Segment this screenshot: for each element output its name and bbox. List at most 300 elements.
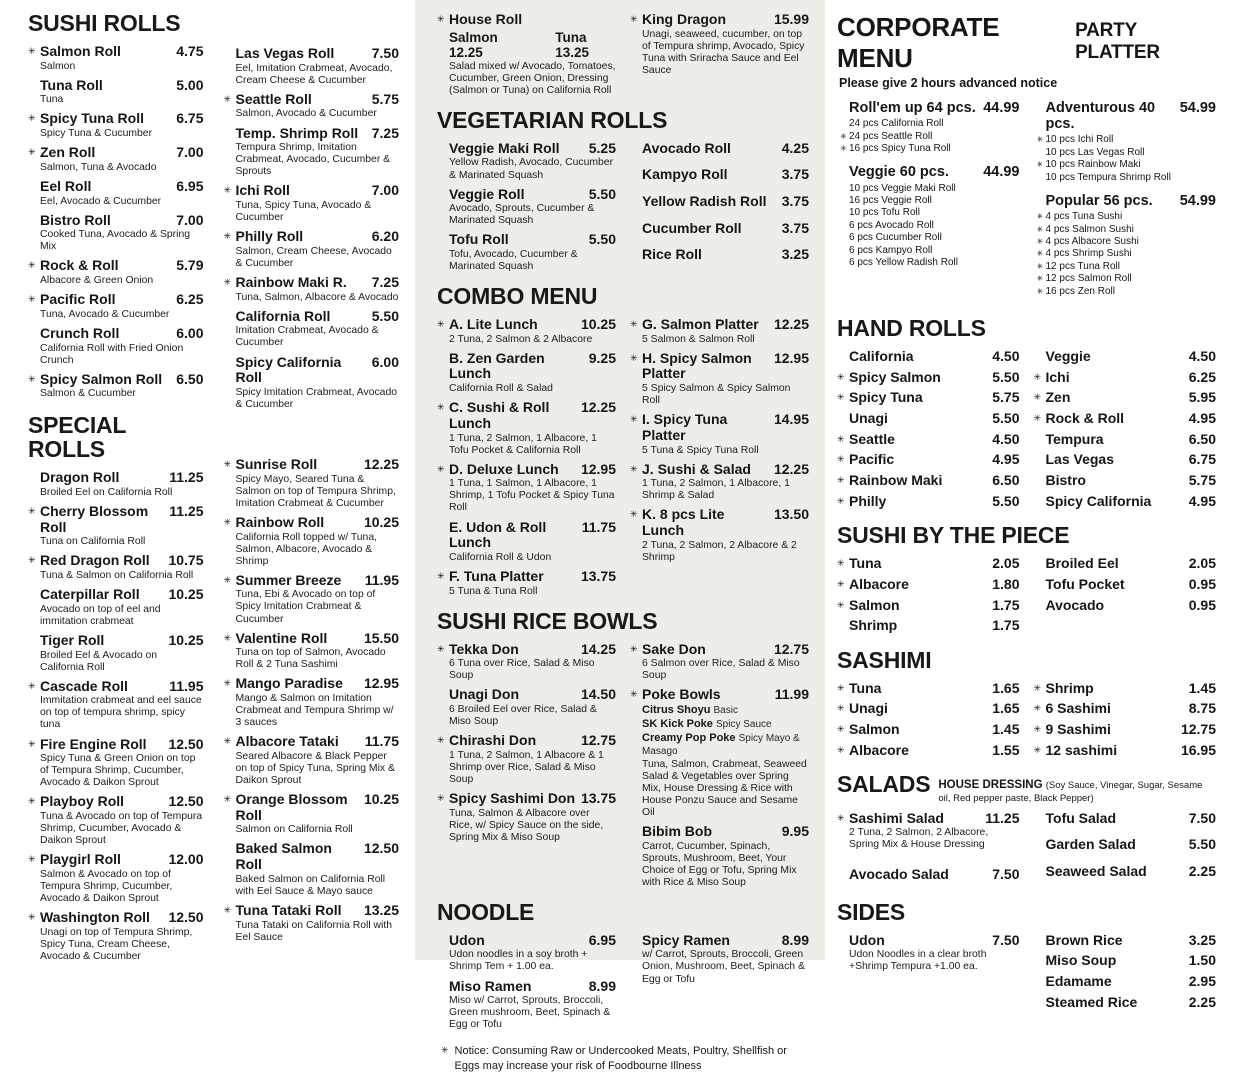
- item-name: Sake Don: [642, 640, 706, 657]
- item-price: 12.25: [580, 399, 616, 416]
- menu-item-row: [837, 451, 1020, 468]
- item-price: 10.25: [363, 513, 399, 530]
- column-left: [437, 317, 616, 603]
- item-price: 5.50: [588, 185, 616, 202]
- menu-item-row: [849, 164, 1020, 180]
- menu-item-row: [223, 455, 400, 473]
- menu-item-row: [642, 247, 809, 263]
- item-description: Eel, Imitation Crabmeat, Avocado, Cream Cheese & Cucumber: [235, 62, 393, 86]
- menu-item: [437, 232, 616, 273]
- menu-item-row: [837, 679, 1020, 697]
- item-price: 7.25: [371, 124, 399, 141]
- menu-item: [224, 229, 400, 270]
- item-price: 5.50: [992, 368, 1020, 385]
- item-price: 8.99: [588, 977, 616, 994]
- item-price: 12.50: [168, 793, 204, 810]
- item-name: Shrimp: [1045, 679, 1094, 696]
- item-price: 1.75: [992, 596, 1020, 613]
- raw-asterisk-icon: ✳: [28, 505, 36, 516]
- platter-content-text: 4 pcs Tuna Sushi: [1045, 211, 1123, 223]
- menu-item: [1034, 681, 1217, 697]
- item-name: J. Sushi & Salad: [642, 460, 751, 477]
- item-name: Spicy Sashimi Don: [449, 790, 576, 807]
- item-price: 5.50: [371, 307, 399, 324]
- menu-item: [1034, 953, 1217, 969]
- item-price: 3.75: [781, 193, 809, 210]
- corporate-menu-title-row: [837, 12, 1216, 74]
- item-name: Temp. Shrimp Roll: [235, 124, 359, 141]
- menu-item: [630, 642, 809, 683]
- item-name: Sashimi Salad: [849, 809, 944, 826]
- raw-asterisk-icon: ✳: [223, 794, 232, 805]
- item-name: Spicy Tuna: [849, 389, 923, 406]
- menu-item-row: [1046, 598, 1217, 614]
- raw-asterisk-icon: ✳: [1036, 160, 1044, 170]
- menu-item-row: [1046, 995, 1217, 1011]
- menu-item-row: [28, 110, 204, 127]
- item-description: Salmon, Cream Cheese, Avocado & Cucumber: [235, 245, 392, 269]
- menu-item-row: [1046, 953, 1217, 969]
- menu-item-row: [223, 273, 400, 291]
- item-description: Tuna, Salmon, Crabmeat, Seaweed Salad & Vegetables over Spring Mix, House Dressing & Rice with House Ponzu Sauce and Sesame Oil: [642, 758, 807, 818]
- center-top-row: [437, 12, 809, 102]
- menu-item: [224, 92, 400, 121]
- raw-asterisk-icon: ✳: [837, 371, 845, 382]
- item-description: 2 Tuna, 2 Salmon, 2 Albacore, Spring Mix & House Dressing: [849, 827, 989, 851]
- menu-item: [630, 317, 809, 346]
- menu-item: [1034, 473, 1217, 489]
- section-columns: [837, 349, 1216, 514]
- menu-item: [224, 676, 400, 729]
- poke-style-line: [642, 704, 809, 717]
- menu-block: [224, 46, 400, 411]
- item-description: 5 Tuna & Tuna Roll: [449, 585, 538, 597]
- raw-asterisk-icon: ✳: [630, 14, 638, 24]
- item-name: Playboy Roll: [40, 793, 125, 810]
- menu-item: [837, 722, 1020, 738]
- item-price: 7.25: [371, 273, 399, 290]
- menu-item: [1034, 556, 1217, 572]
- menu-item: [437, 520, 616, 564]
- item-description: Mango & Salmon on Imitation Crabmeat and Tempura Shrimp w/ 3 sauces: [235, 693, 394, 729]
- raw-asterisk-icon: ✳: [437, 402, 445, 413]
- section-title: SALADS: [837, 771, 931, 798]
- item-description: Albacore & Green Onion: [40, 275, 154, 287]
- platter-content-line: [1046, 147, 1217, 159]
- item-price: 10.75: [168, 552, 204, 569]
- raw-asterisk-icon: ✳: [630, 643, 638, 654]
- menu-item-row: [437, 732, 616, 749]
- item-price: 12.25: [773, 316, 809, 333]
- item-description: Tuna, Salmon & Albacore over Rice, w/ Spicy Sauce on the side, Spring Mix & Miso Soup: [449, 807, 604, 843]
- menu-item-row: [28, 909, 204, 926]
- raw-asterisk-icon: ✳: [840, 144, 847, 154]
- menu-item-row: [837, 721, 1020, 738]
- item-description: Seared Albacore & Black Pepper on top of Spicy Tuna, Spring Mix & Daikon Sprout: [235, 750, 395, 787]
- menu-item: [437, 400, 616, 456]
- menu-item-row: [236, 355, 400, 386]
- item-name: Summer Breeze: [235, 571, 342, 588]
- item-price: 4.95: [1188, 492, 1216, 509]
- section-columns: [437, 933, 809, 1037]
- platter-content-line: [849, 183, 1020, 195]
- menu-item-row: [236, 841, 400, 872]
- menu-item: [437, 569, 616, 598]
- menu-item-row: [40, 179, 204, 195]
- item-name: I. Spicy Tuna Platter: [642, 411, 728, 443]
- item-name: Spicy Tuna Roll: [40, 110, 144, 127]
- menu-item-row: [1033, 741, 1217, 759]
- menu-item-row: [630, 11, 809, 28]
- section-title: SUSHI RICE BOWLS: [437, 607, 658, 634]
- menu-item: [837, 701, 1020, 717]
- menu-item-row: [1033, 679, 1217, 697]
- platter-content-line: [1036, 211, 1217, 223]
- column-right: [1034, 349, 1217, 514]
- raw-asterisk-icon: ✳: [1033, 703, 1042, 714]
- menu-item: [1034, 390, 1217, 406]
- menu-item: [837, 452, 1020, 468]
- item-description: 6 Tuna over Rice, Salad & Miso Soup: [449, 658, 595, 682]
- raw-asterisk-icon: ✳: [437, 319, 445, 330]
- item-price: 6.20: [371, 228, 399, 245]
- menu-item: [224, 573, 400, 626]
- column-right: [1034, 811, 1217, 891]
- menu-item-row: [223, 513, 400, 531]
- raw-asterisk-icon: ✳: [437, 793, 445, 804]
- item-price: 8.75: [1188, 700, 1216, 717]
- menu-item: [28, 852, 204, 905]
- item-name: Caterpillar Roll: [40, 586, 140, 603]
- item-description: Immitation crabmeat and eel sauce on top of tempura shrimp, spicy tuna: [40, 695, 202, 731]
- item-price: 7.50: [371, 45, 399, 61]
- item-price: 1.65: [992, 679, 1020, 696]
- item-price: 2.25: [1188, 993, 1216, 1010]
- raw-asterisk-icon: ✳: [28, 796, 36, 807]
- raw-asterisk-icon: ✳: [837, 495, 845, 506]
- section-columns: [837, 811, 1216, 891]
- item-name: Broiled Eel: [1045, 555, 1119, 572]
- item-price: 15.99: [773, 11, 809, 27]
- item-price: 5.50: [1188, 836, 1216, 853]
- platter-content-line: [1036, 248, 1217, 260]
- raw-asterisk-icon: ✳: [28, 555, 36, 566]
- item-name: Crunch Roll: [40, 324, 120, 341]
- menu-item-row: [630, 460, 809, 478]
- platter-content-line: [1036, 159, 1217, 171]
- menu-item: [224, 183, 400, 224]
- column-left: [437, 642, 616, 894]
- raw-asterisk-icon: ✳: [223, 185, 232, 196]
- raw-asterisk-icon: ✳: [223, 574, 232, 585]
- item-name: Bibim Bob: [642, 822, 712, 839]
- item-price: 1.45: [992, 721, 1020, 738]
- item-price: 12.25: [773, 460, 809, 477]
- section-title: SIDES: [837, 898, 906, 925]
- menu-item-row: [223, 901, 400, 919]
- section-title: NOODLE: [437, 898, 535, 925]
- item-price: 13.75: [580, 790, 616, 807]
- menu-item: [837, 494, 1020, 510]
- menu-item: [837, 811, 1020, 852]
- raw-asterisk-icon: ✳: [1033, 412, 1042, 423]
- item-name: Adventurous 40 pcs.: [1045, 100, 1156, 133]
- item-name: Bistro Roll: [40, 211, 111, 228]
- platter-content-line: [849, 118, 1020, 130]
- item-name: Philly: [849, 492, 887, 509]
- item-name: House Roll: [449, 11, 523, 27]
- raw-asterisk-icon: ✳: [630, 414, 638, 425]
- menu-item: [28, 44, 204, 73]
- menu-item-row: [40, 587, 204, 603]
- item-name: 9 Sashimi: [1045, 721, 1111, 738]
- center-panel: [415, 0, 825, 1072]
- menu-item: [1034, 349, 1217, 365]
- item-name: Rock & Roll: [40, 257, 119, 274]
- menu-item: [837, 577, 1020, 593]
- column-right: [630, 933, 809, 1037]
- section-salads: [837, 773, 1216, 890]
- menu-item: [630, 194, 809, 210]
- menu-item-row: [1033, 409, 1217, 427]
- item-name: Tempura: [1045, 430, 1104, 447]
- item-description: 1 Tuna, 1 Salmon, 1 Albacore, 1 Shrimp, 1 Tofu Pocket & Spicy Tuna Roll: [449, 478, 615, 514]
- item-price: 5.25: [588, 139, 616, 156]
- poke-style-name: SK Kick Poke: [642, 718, 716, 731]
- menu-item: [630, 351, 809, 407]
- menu-item-row: [437, 640, 616, 658]
- menu-item: [437, 141, 616, 182]
- item-name: Tofu Pocket: [1045, 575, 1125, 592]
- raw-asterisk-icon: ✳: [1036, 135, 1044, 145]
- item-price: 12.95: [363, 675, 399, 692]
- section-title: VEGETARIAN ROLLS: [437, 106, 668, 133]
- menu-item-row: [1046, 193, 1217, 209]
- menu-item: [630, 824, 809, 889]
- menu-item: [437, 733, 616, 786]
- section-title: COMBO MENU: [437, 283, 598, 310]
- item-price: 6.25: [1188, 368, 1216, 385]
- item-price: 4.25: [781, 139, 809, 156]
- platter-content-line: [840, 130, 1020, 143]
- item-name: Playgirl Roll: [40, 851, 121, 868]
- item-description: 1 Tuna, 2 Salmon, 1 Albacore, 1 Shrimp & Salad: [642, 478, 790, 502]
- column-left: [437, 933, 616, 1037]
- item-description: Tuna on top of Salmon, Avocado Roll & 2 Tuna Sashimi: [235, 647, 386, 671]
- menu-item: [224, 734, 400, 787]
- column-left: [837, 556, 1020, 639]
- raw-asterisk-icon: ✳: [437, 570, 445, 581]
- item-price: 7.00: [176, 144, 204, 161]
- raw-asterisk-icon: ✳: [28, 680, 36, 691]
- menu-item: [28, 213, 204, 254]
- item-name: Tiger Roll: [40, 631, 105, 648]
- raw-asterisk-icon: ✳: [1036, 212, 1044, 222]
- menu-item: [837, 933, 1020, 974]
- column-left: [837, 349, 1020, 514]
- item-name: Veggie 60 pcs.: [849, 164, 949, 181]
- menu-item-row: [1046, 933, 1217, 949]
- menu-item-row: [1046, 811, 1217, 827]
- raw-asterisk-icon: ✳: [223, 678, 232, 689]
- item-name: Poke Bowls: [642, 686, 721, 703]
- item-name: Washington Roll: [40, 909, 150, 926]
- raw-asterisk-icon: ✳: [837, 682, 845, 693]
- menu-item-row: [28, 291, 204, 308]
- menu-item-row: [642, 194, 809, 210]
- item-description: Spicy Imitation Crabmeat, Avocado & Cucumber: [235, 386, 398, 410]
- item-price: 12.00: [168, 851, 204, 868]
- item-name: Cascade Roll: [40, 677, 128, 694]
- item-price: 14.95: [773, 411, 809, 428]
- menu-item: [1034, 701, 1217, 717]
- menu-item: [437, 187, 616, 228]
- menu-item-row: [1033, 368, 1217, 386]
- platter-contents: [849, 183, 1020, 270]
- item-name: Unagi Don: [449, 686, 519, 703]
- item-name: Rice Roll: [642, 246, 702, 263]
- menu-item-row: [1046, 473, 1217, 489]
- item-name: Udon: [849, 931, 885, 948]
- item-name: Seaweed Salad: [1045, 863, 1147, 880]
- item-description: Cooked Tuna, Avocado & Spring Mix: [40, 229, 190, 253]
- raw-asterisk-icon: ✳: [1033, 371, 1042, 382]
- platter-content-text: 6 pcs Cucumber Roll: [849, 232, 942, 244]
- item-price: 5.75: [992, 389, 1020, 406]
- item-price: 12.95: [773, 349, 809, 366]
- platter-content-line: [1036, 236, 1217, 248]
- platter-content-line: [1036, 223, 1217, 236]
- raw-asterisk-icon: ✳: [28, 912, 36, 923]
- item-description: Udon noodles in a soy broth + Shrimp Tem + 1.00 ea.: [449, 949, 588, 973]
- item-price: 14.50: [580, 686, 616, 703]
- menu-item: [28, 910, 204, 963]
- platter-content-text: 16 pcs Zen Roll: [1045, 285, 1115, 297]
- item-description: Miso w/ Carrot, Sprouts, Broccoli, Green mushroom, Beet, Spinach & Egg or Tofu: [449, 995, 611, 1031]
- item-description: Tuna, Avocado & Cucumber: [40, 308, 170, 320]
- raw-asterisk-icon: ✳: [223, 458, 232, 469]
- menu-item: [1034, 452, 1217, 468]
- item-price: 11.75: [581, 518, 616, 535]
- item-description: Salmon, Tuna & Avocado: [40, 161, 157, 173]
- item-price: 6.95: [176, 177, 204, 194]
- item-price: 4.50: [992, 347, 1020, 364]
- menu-item-row: [837, 575, 1020, 593]
- item-price: 13.25: [363, 901, 399, 918]
- poke-style-line: [642, 732, 809, 757]
- item-price: 4.75: [176, 42, 204, 59]
- menu-item-row: [449, 933, 616, 949]
- item-name: Las Vegas: [1045, 451, 1114, 468]
- menu-item: [630, 687, 809, 819]
- raw-food-notice: [437, 1044, 809, 1073]
- platter-contents: [1036, 211, 1217, 298]
- menu-item: [28, 78, 204, 107]
- item-price: 1.80: [992, 575, 1020, 592]
- item-price: 11.25: [985, 809, 1020, 826]
- item-price: 11.99: [774, 686, 809, 703]
- platter-content-text: 6 pcs Avocado Roll: [849, 219, 934, 231]
- item-description: 6 Salmon over Rice, Salad & Miso Soup: [642, 658, 800, 682]
- menu-item-row: [40, 470, 204, 486]
- item-description: Spicy Mayo, Seared Tuna & Salmon on top of Tempura Shrimp, Imitation Crabmeat & Cucumber: [235, 473, 396, 509]
- item-price: 7.50: [992, 931, 1020, 948]
- item-name: Baked Salmon Roll: [235, 840, 332, 873]
- platter-content-line: [849, 220, 1020, 232]
- raw-asterisk-icon: ✳: [437, 643, 445, 654]
- menu-item: [1034, 411, 1217, 427]
- item-name: C. Sushi & Roll Lunch: [449, 399, 550, 431]
- item-price: 6.50: [1188, 430, 1216, 447]
- menu-item: [437, 317, 616, 346]
- item-price: 3.75: [781, 219, 809, 236]
- menu-item-row: [1046, 432, 1217, 448]
- menu-item-row: [28, 735, 204, 753]
- platter-content-line: [849, 245, 1020, 257]
- menu-item: [28, 111, 204, 140]
- item-name: Valentine Roll: [235, 629, 328, 646]
- menu-item: [837, 100, 1020, 155]
- column-right: [1034, 556, 1217, 639]
- item-name: Spicy California Roll: [235, 353, 342, 386]
- item-name: B. Zen Garden Lunch: [449, 349, 545, 382]
- raw-asterisk-icon: ✳: [1033, 392, 1042, 403]
- raw-asterisk-icon: ✳: [630, 509, 638, 520]
- item-description: Baked Salmon on California Roll with Eel Sauce & Mayo sauce: [235, 873, 386, 897]
- item-price: 4.50: [992, 430, 1020, 447]
- menu-item-row: [849, 618, 1020, 634]
- section-sashimi: [837, 646, 1216, 764]
- menu-item: [837, 349, 1020, 365]
- section-combo-menu: [437, 285, 809, 603]
- item-price: 4.95: [1188, 409, 1216, 426]
- item-description: 5 Tuna & Spicy Tuna Roll: [642, 444, 759, 456]
- item-name: Veggie: [1045, 347, 1091, 364]
- item-price: 6.25: [176, 291, 204, 308]
- item-price: 6.75: [176, 110, 204, 127]
- item-name: Veggie Roll: [449, 185, 525, 202]
- item-description: California Roll topped w/ Tuna, Salmon, Albacore, Avocado & Shrimp: [235, 531, 378, 567]
- item-price: 6.75: [1188, 451, 1216, 468]
- item-price: 2.05: [992, 555, 1020, 572]
- menu-item-row: [40, 213, 204, 229]
- item-description: Tempura Shrimp, Imitation Crabmeat, Avocado, Cucumber & Sprouts: [235, 142, 391, 178]
- item-name: F. Tuna Platter: [449, 567, 544, 584]
- item-description: 1 Tuna, 2 Salmon, 1 Albacore & 1 Shrimp over Rice, Salad & Miso Soup: [449, 749, 604, 785]
- menu-item-row: [642, 221, 809, 237]
- menu-item-row: [28, 851, 204, 868]
- raw-asterisk-icon: ✳: [1036, 237, 1044, 247]
- menu-item-row: [223, 629, 400, 647]
- item-name: Spicy Salmon Roll: [40, 370, 163, 387]
- menu-item: [224, 515, 400, 568]
- item-description: Salmon on California Roll: [235, 824, 353, 836]
- item-price: 1.55: [992, 741, 1020, 758]
- raw-asterisk-icon: ✳: [28, 854, 36, 865]
- item-price: 1.45: [1188, 679, 1216, 696]
- item-price: 6.00: [176, 324, 204, 341]
- item-description: Salmon & Cucumber: [40, 388, 136, 400]
- section-title: SUSHI BY THE PIECE: [837, 522, 1070, 549]
- item-price: 5.95: [1188, 389, 1216, 406]
- menu-item-row: [236, 126, 400, 142]
- item-price: 3.25: [781, 246, 809, 263]
- item-price: 7.00: [371, 182, 399, 199]
- item-price: 11.25: [169, 469, 204, 486]
- menu-item-row: [642, 141, 809, 157]
- house-dressing-ingredients: (Soy Sauce, Vinegar, Sugar, Sesame oil, Red pepper paste, Black Pepper): [938, 780, 1203, 804]
- item-description: Tuna & Salmon on California Roll: [40, 570, 194, 581]
